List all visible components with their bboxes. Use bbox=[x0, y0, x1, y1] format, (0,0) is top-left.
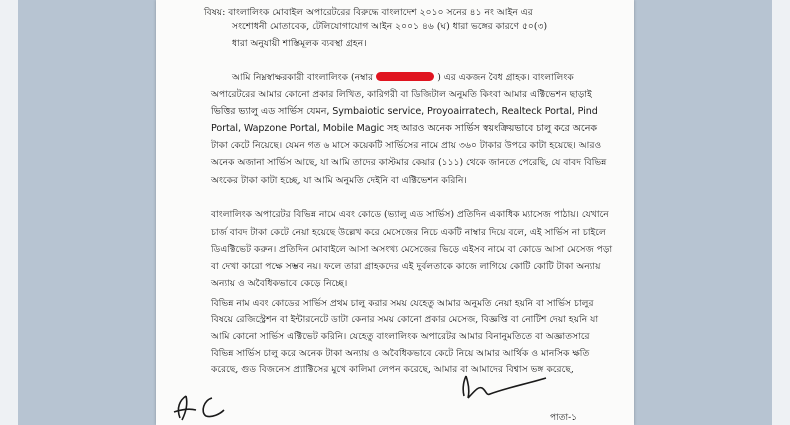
para1-line-5: টাকা কেটে নিয়েছে। যেমন গত ৬ মাসে কয়েকটি সার্ভিসের নামে প্রায় ৩৬০ টাকার উপরে কাটা হয়েছে। আরও bbox=[211, 140, 602, 151]
para1-line1-after: ) এর একজন বৈধ গ্রাহক। বাংলালিংক bbox=[437, 72, 574, 83]
para3-line-3: আমি কোনো সার্ভিস এক্টিভেট করিনি। যেহেতু বাংলালিংক অপারেটর আমার বিনানুমতিতে বা অজ্ঞাতসারে bbox=[211, 331, 590, 342]
para1-line-3: ভিত্তির ভ্যালু এড সার্ভিস যেমন, Symbaiotic service, Proyoairratech, Realteck Portal, Pind bbox=[211, 106, 598, 117]
para1-line-4: Portal, Wapzone Portal, Mobile Magic সহ আরও অনেক সার্ভিস স্বয়ংক্রিয়ভাবে চালু করে অনেক bbox=[211, 123, 597, 134]
para1-line1-before: আমি নিম্নস্বাক্ষরকারী বাংলালিংক (নম্বার bbox=[232, 72, 374, 83]
redacted-number bbox=[376, 72, 434, 81]
subject-line-2: সংশোধনী মোতাবেক, টেলিযোগাযোগ আইন ২০০১ ৪৬ (ঘ) ধারা ভঙ্গের কারণে ৫০(৩) bbox=[232, 21, 548, 32]
page-number: পাতা-১ bbox=[550, 413, 577, 423]
para2-line-1: বাংলালিংক অপারেটর বিভিন্ন নামে এবং কোডে (ভ্যালু এড সার্ভিস) প্রতিদিন একাধিক ম্যাসেজ পাঠায়। যেখানে bbox=[211, 209, 609, 220]
para3-line-1: বিভিন্ন নাম এবং কোডের সার্ভিস প্রথম চালু করার সময় যেহেতু আমার অনুমতি নেয়া হয়নি বা সার্ভিস চালুর bbox=[211, 298, 594, 309]
para3-line-2: বিষয়ে রেজিস্ট্রেশন বা ইন্টারনেটে ডাটা কেনার সময় কোনো প্রকার মেসেজ, বিজ্ঞপ্তি বা নোটিশ দেয়া হয়নি যা bbox=[211, 314, 599, 325]
para1-line-2: অপারেটরের আমার কোনো প্রকার লিখিত, কারিগরী বা ডিজিটাল অনুমতি কিংবা আমার এক্টিভেশন ছাড়াই bbox=[211, 89, 592, 100]
signature bbox=[456, 368, 566, 404]
para1-line-1 bbox=[232, 72, 574, 83]
para2-line-5: অন্যায় ও অবৈধিকভাবে কেড়ে নিচ্ছে। bbox=[211, 278, 348, 289]
para1-line-7: অংকের টাকা কাটা হচ্ছে, যা আমি অনুমতি দেইনি বা এক্টিভেশন করিনি। bbox=[211, 175, 467, 186]
right-frame bbox=[772, 0, 790, 425]
subject-line-1: বিষয়: বাংলালিংক মোবাইল অপারেটরের বিরুদ্ধে বাংলাদেশ ২০১০ সনের ৪১ নং আইন এর bbox=[204, 7, 533, 18]
para1-line-6: অনেক অজানা সার্ভিস আছে, যা আমি তাদের কাস্টমার কেয়ার (১১১) থেকে জানতে পেরেছি, যে বাবদ বিভিন্ন bbox=[211, 157, 607, 168]
para2-line-3: ডিএক্টিভেট করুন। প্রতিদিন মোবাইলে আসা অসংখ্য মেসেজের ভিড়ে এইসব নামে বা কোডে আসা মেসেজ পড়া bbox=[211, 244, 613, 255]
document-page bbox=[156, 0, 634, 425]
para3-line-5: করেছে, গুড বিজনেস প্র্যাক্টিসের মুখে কালিমা লেপন করেছে, আমার বা আমাদের বিশ্বাস ভঙ্গ করেছে, bbox=[211, 364, 574, 375]
left-frame bbox=[0, 0, 18, 425]
para2-line-4: বা দেখা কারো পক্ষে সম্ভব নয়। ফলে তারা গ্রাহকদের এই দুর্বলতাকে কাজে লাগিয়ে কোটি কোটি টাকা অন্যায় bbox=[211, 261, 601, 272]
subject-line-3: ধারা অনুযায়ী শাস্তিমূলক ব্যবস্থা গ্রহন। bbox=[232, 38, 367, 49]
initial-signature bbox=[166, 378, 236, 425]
para3-line-4: বিভিন্ন সার্ভিস চালু করে অনেক টাকা অন্যায় ও অবৈধিকভাবে কেটে নিয়ে আমার আর্থিক ও মানসিক ক্ষতি bbox=[211, 348, 590, 359]
para2-line-2: চার্জ বাবদ টাকা কেটে নেয়া হয়েছে উল্লেখ করে মেসেজের নিচে একটি নাম্বার দিয়ে বলে, এই সার্ভিস না চাইলে bbox=[211, 227, 606, 238]
